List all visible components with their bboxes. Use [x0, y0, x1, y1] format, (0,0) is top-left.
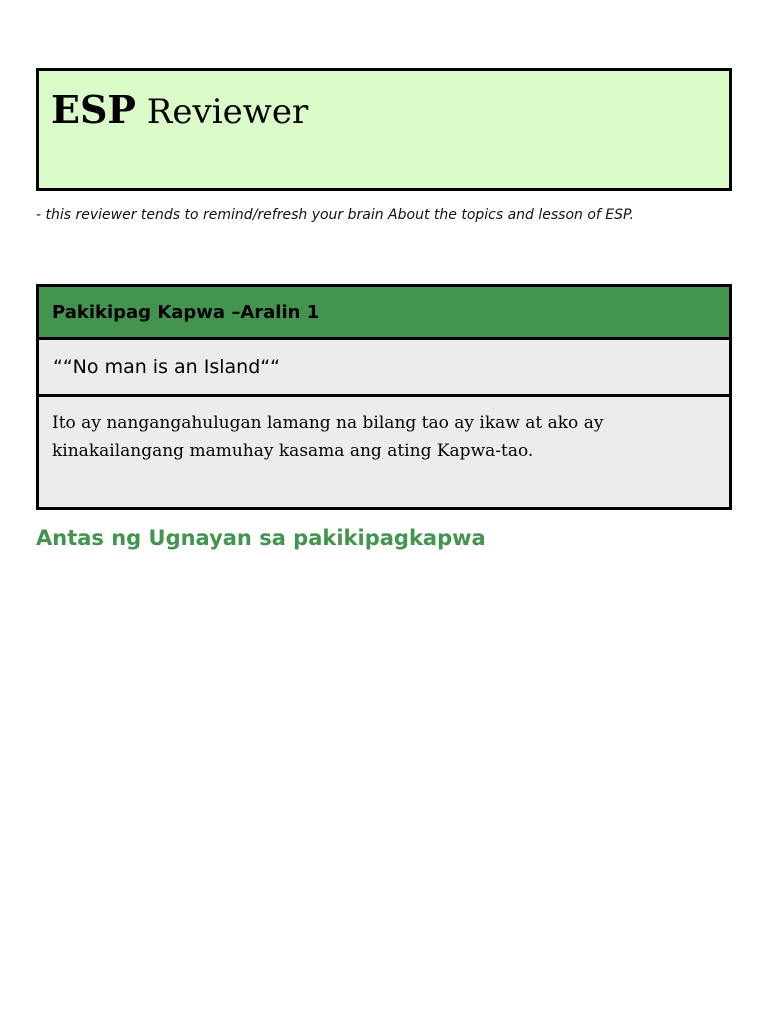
title-box — [36, 68, 732, 191]
page-title-bold: ESP — [51, 87, 136, 132]
subtitle: - this reviewer tends to remind/refresh your brain About the topics and lesson of ESP. — [36, 207, 635, 223]
section-heading: Antas ng Ugnayan sa pakikipagkapwa — [36, 526, 486, 550]
page-title-rest: Reviewer — [146, 92, 309, 132]
lesson-header: Pakikipag Kapwa –Aralin 1 — [39, 287, 729, 340]
page-title — [51, 89, 308, 133]
lesson-table — [36, 284, 732, 510]
lesson-body: Ito ay nangangahulugan lamang na bilang tao ay ikaw at ako ay kinakailangang mamuhay kasama ang ating Kapwa-tao. — [52, 413, 604, 461]
lesson-quote: ““No man is an Island““ — [39, 340, 729, 397]
